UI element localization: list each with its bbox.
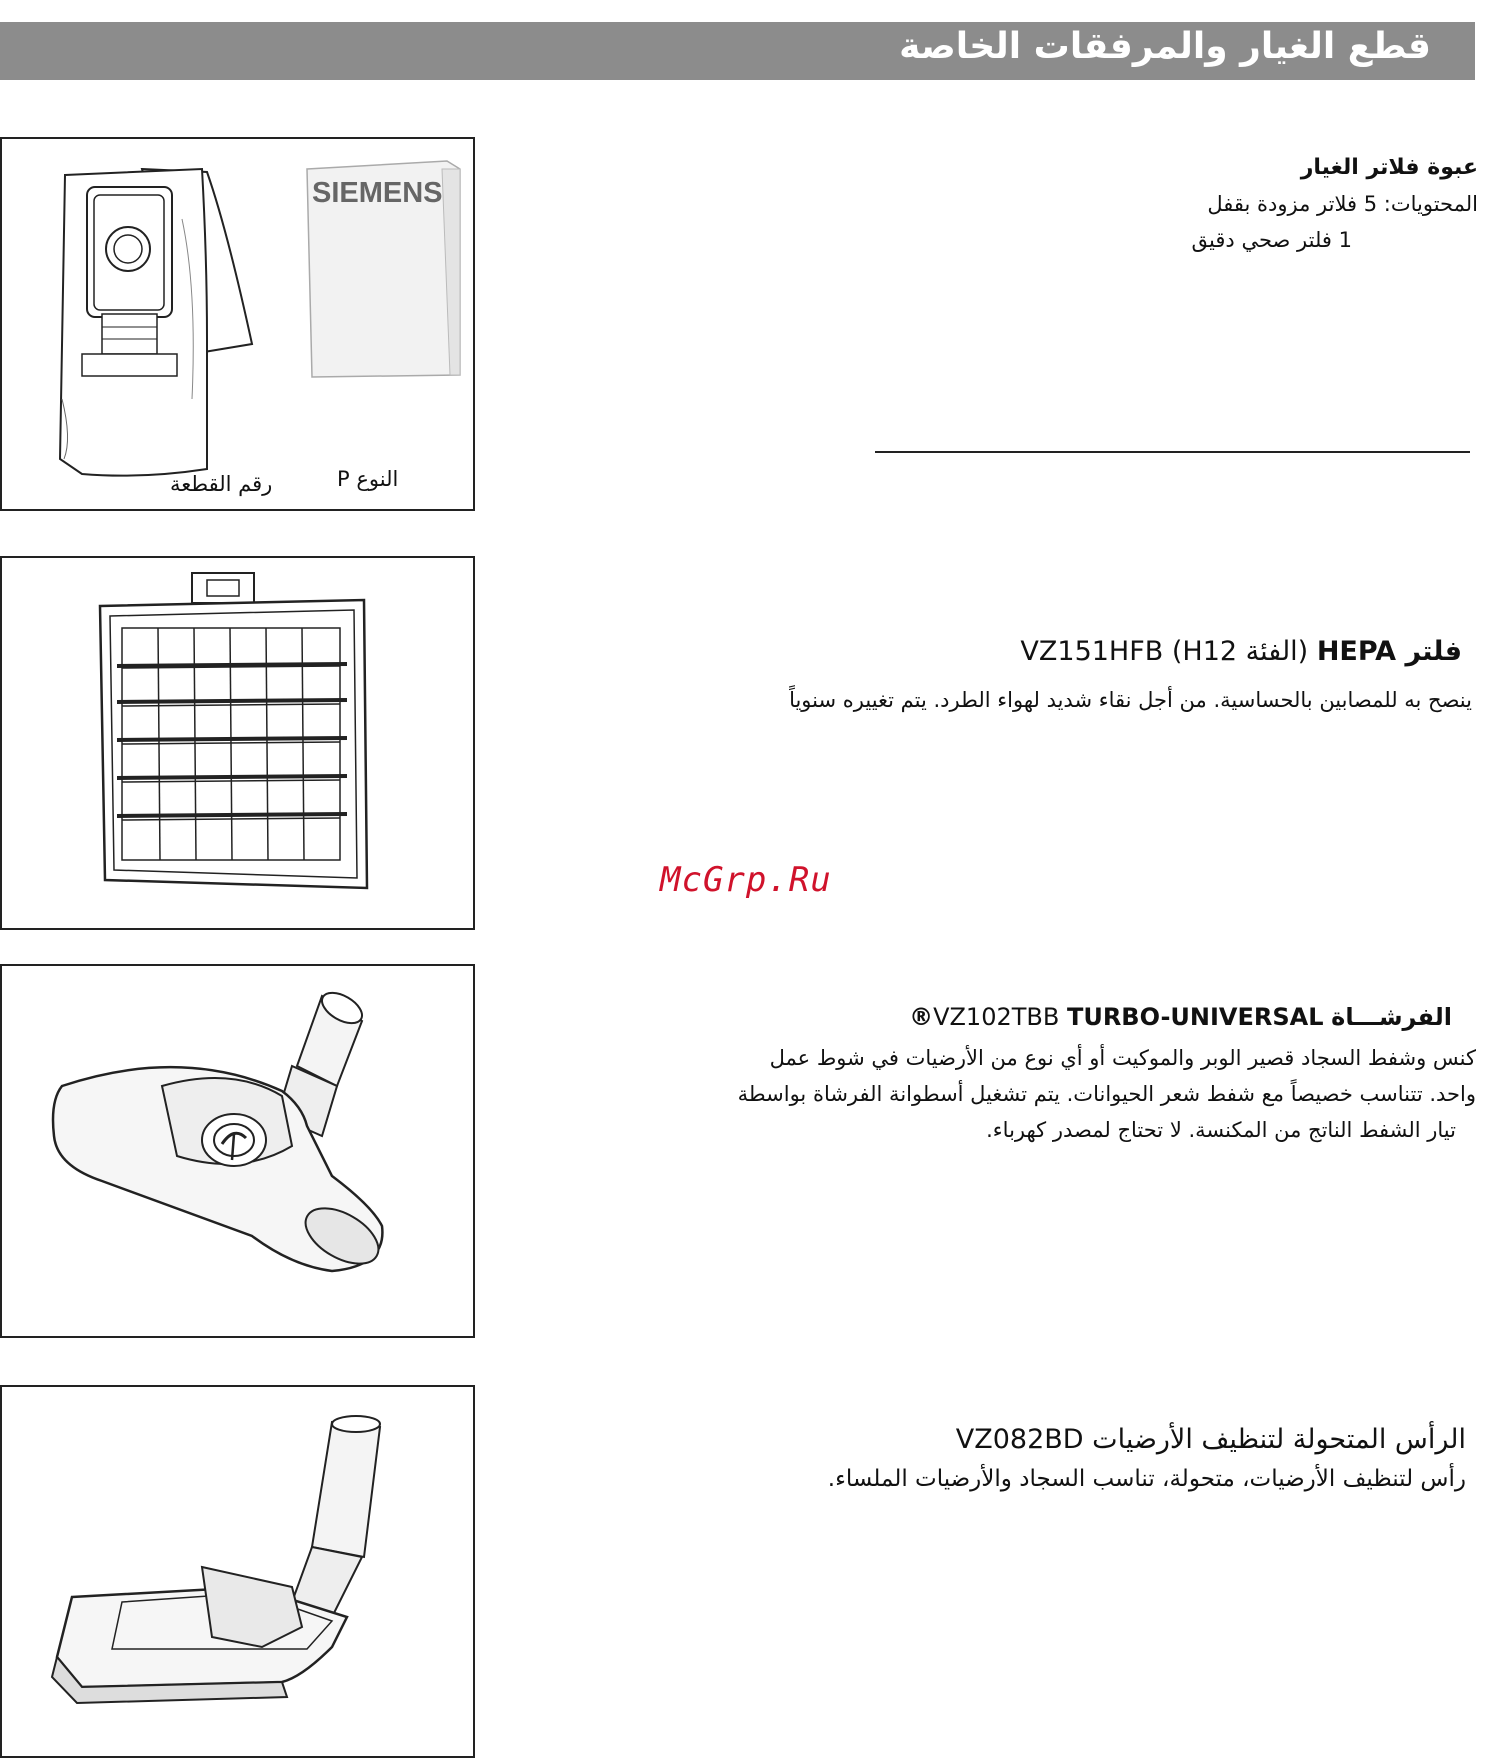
dust-bag-illustration (2, 139, 475, 511)
hepa-label: فلتر HEPA (1316, 636, 1462, 667)
item1-line-1: المحتويات: 5 فلاتر مزودة بقفل (1207, 192, 1478, 216)
dust-bag-illustration-panel (0, 137, 475, 511)
watermark: McGrp.Ru (660, 860, 832, 900)
item4-heading (956, 1424, 1466, 1455)
item1-divider (875, 451, 1470, 453)
floor-head-model: VZ082BD (955, 1424, 1084, 1455)
item2-line-1: ينصح به للمصابين بالحساسية. من أجل نقاء شديد لهواء الطرد. يتم تغييره سنوياً (789, 688, 1472, 712)
type-label: النوع P (337, 467, 399, 491)
part-number-label: رقم القطعة (170, 472, 273, 496)
hepa-filter-illustration (2, 558, 475, 930)
item3-line-3: تيار الشفط الناتج من المكنسة. لا تحتاج لمصدر كهرباء. (986, 1118, 1456, 1142)
floor-head-illustration-panel (0, 1385, 475, 1758)
brush-model: VZ102TBB (933, 1003, 1060, 1031)
item4-line-1: رأس لتنظيف الأرضيات، متحولة، تناسب السجاد والأرضيات الملساء. (827, 1466, 1466, 1492)
hepa-class: (الفئة H12) (1171, 636, 1309, 667)
turbo-brush-illustration-panel (0, 964, 475, 1338)
box-brand-label: SIEMENS (312, 177, 443, 209)
hepa-filter-illustration-panel (0, 556, 475, 930)
item1-line-2: 1 فلتر صحي دقيق (1191, 228, 1352, 252)
floor-head-illustration (2, 1387, 475, 1758)
item3-line-1: كنس وشفط السجاد قصير الوبر والموكيت أو أي نوع من الأرضيات في شوط عمل (769, 1046, 1476, 1070)
section-title: قطع الغيار والمرفقات الخاصة (899, 26, 1431, 67)
section-header-bar (0, 22, 1475, 80)
item1-title: عبوة فلاتر الغيار (1300, 155, 1478, 180)
item3-heading (909, 1003, 1452, 1031)
turbo-brush-illustration (2, 966, 475, 1338)
brush-brand: TURBO-UNIVERSAL® (909, 1003, 1324, 1031)
item3-line-2: واحد. تتناسب خصيصاً مع شفط شعر الحيوانات. يتم تشغيل أسطوانة الفرشاة بواسطة (737, 1082, 1476, 1106)
item2-heading (1020, 636, 1462, 667)
brush-label: الفرشـــاة (1331, 1003, 1452, 1031)
floor-head-label: الرأس المتحولة لتنظيف الأرضيات (1092, 1424, 1466, 1455)
hepa-model: VZ151HFB (1020, 636, 1164, 667)
